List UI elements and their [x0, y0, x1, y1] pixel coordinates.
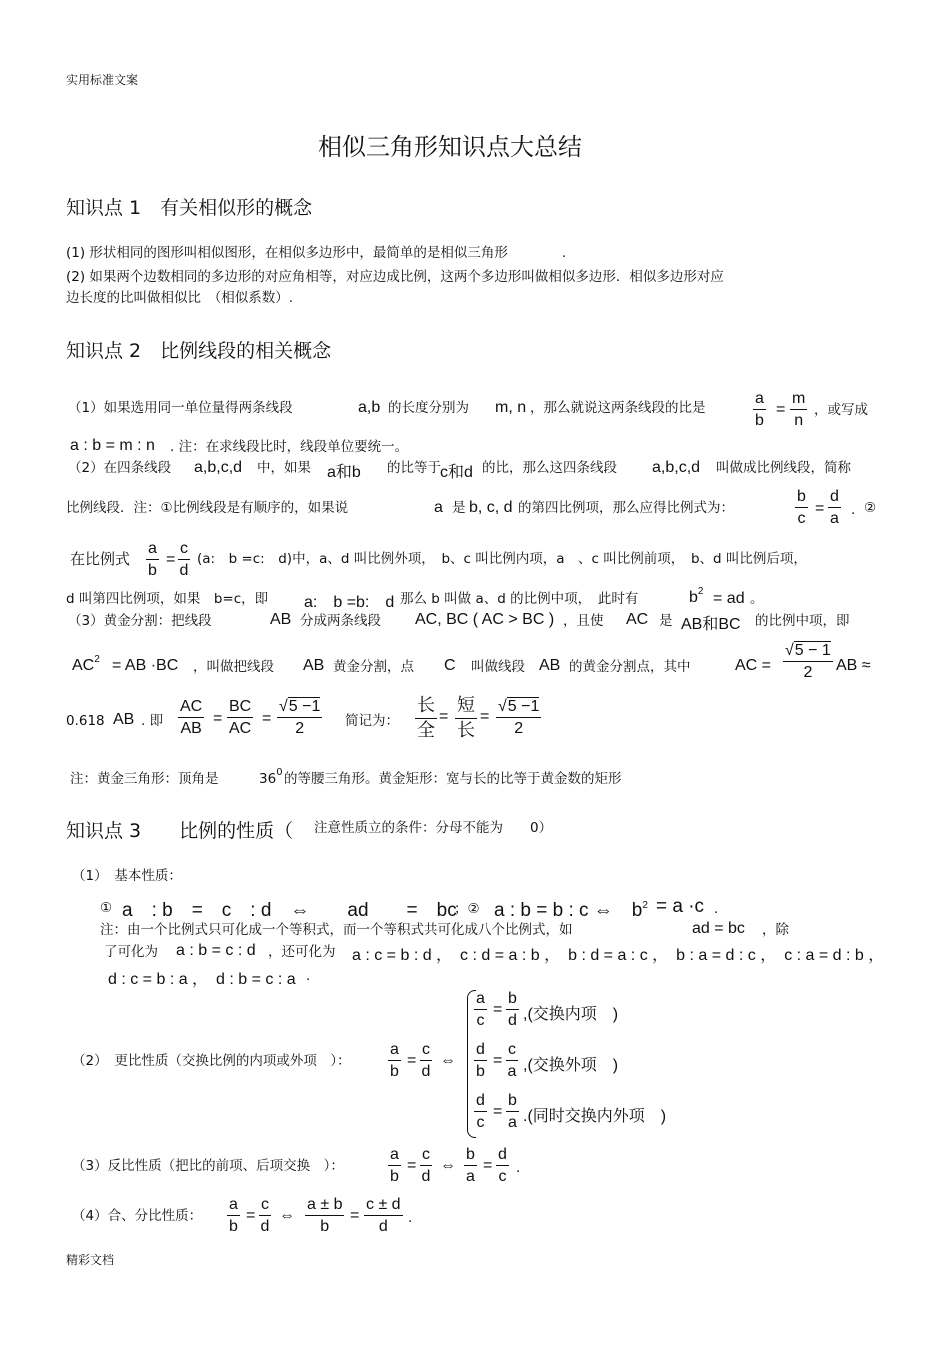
fraction-golden-ratio — [496, 698, 541, 739]
fraction-d-c — [496, 1146, 509, 1187]
s2-text: 是 — [452, 500, 466, 516]
s2-text: 的比等于 — [387, 460, 441, 476]
numerator: a ± b — [305, 1196, 344, 1216]
equals-sign: = — [407, 1157, 417, 1174]
fraction-b-c — [795, 488, 808, 529]
s2-text: . 注：在求线段比时，线段单位要统一。 — [170, 439, 409, 455]
s2-text: . 即 — [141, 713, 164, 729]
s2-text: （3）黄金分割：把线段 — [68, 613, 212, 629]
section-3-heading-note: 注意性质立的条件：分母不能为 0） — [314, 820, 553, 836]
numerator — [277, 698, 322, 718]
numerator: b — [506, 990, 519, 1010]
numerator: d — [496, 1146, 509, 1166]
s2-math: AB — [539, 657, 561, 674]
s2-text: 的长度分别为 — [388, 400, 469, 416]
numerator: c ± d — [364, 1196, 403, 1216]
numerator: b — [464, 1146, 477, 1166]
s2-math: AC — [626, 611, 649, 628]
iff-symbol: ⇔ — [279, 1207, 295, 1224]
s2-math: AC, BC ( AC > BC ) — [415, 611, 555, 628]
equals-sign: = — [815, 500, 825, 517]
s3-text: ，还可化为 — [268, 944, 336, 960]
numerator — [783, 642, 833, 662]
s2-math: c和d — [440, 464, 473, 481]
s3-math: .(同时交换内外项 ) — [523, 1108, 667, 1125]
numerator: c — [259, 1196, 271, 1216]
section-1-heading: 知识点 1 有关相似形的概念 — [66, 197, 313, 219]
fraction-c-a — [506, 1041, 518, 1082]
s2-math — [259, 767, 283, 788]
denominator: c — [797, 510, 806, 528]
fraction-b-a — [464, 1146, 477, 1187]
fraction-a-c — [474, 990, 487, 1031]
s2-text: 比例线段．注：①比例线段是有顺序的，如果说 — [66, 500, 349, 516]
s3-text: . — [306, 968, 311, 984]
radicand: 5 − 1 — [794, 642, 831, 659]
numerator: a — [388, 1146, 401, 1166]
s3-math: a : b = c : d ⇔ ad = bc — [122, 900, 457, 921]
fraction-golden-ratio — [783, 642, 833, 683]
fraction-short-long — [455, 696, 477, 741]
fraction-a-pm-b — [305, 1196, 344, 1237]
exponent: 2 — [697, 586, 704, 597]
sqrt-symbol: √ — [498, 698, 507, 715]
s2-text: 的等腰三角形。黄金矩形：宽与长的比等于黄金数的矩形 — [284, 771, 622, 787]
numerator — [496, 698, 541, 718]
s2-text: 黄金分割，点 — [333, 659, 414, 675]
s2-text: ，或写成 — [814, 402, 868, 418]
s3-text: 注：由一个比例式只可化成一个等积式，而一个等积式共可化成八个比例式，如 — [100, 922, 573, 938]
section-2-heading: 知识点 2 比例线段的相关概念 — [66, 340, 332, 362]
s2-text: 中，如果 — [257, 460, 311, 476]
equals-sign: = — [166, 551, 176, 568]
denominator: 全 — [417, 719, 435, 741]
b-term: a : b = b : c ⇔ b — [494, 900, 643, 921]
fraction-a-b — [146, 540, 159, 581]
iff-symbol: ⇔ — [440, 1157, 456, 1174]
denominator: 2 — [803, 664, 813, 682]
denominator: c — [498, 1168, 507, 1186]
s3-text: （3）反比性质（把比的前项、后项交换 ）： — [72, 1158, 344, 1174]
s2-text: d 叫第四比例项，如果 b=c，即 — [66, 591, 269, 607]
numerator: a — [753, 390, 766, 410]
denominator: 长 — [457, 719, 475, 741]
fraction-a-b — [753, 390, 766, 431]
s2-text: ，那么就说这两条线段的比是 — [530, 400, 706, 416]
s2-text: 注：黄金三角形：顶角是 — [70, 771, 219, 787]
s3-text: . — [516, 1160, 521, 1176]
denominator: a — [508, 1114, 517, 1132]
s3-math: a : b = c : d — [176, 942, 256, 959]
fraction-bc-ac — [227, 698, 253, 739]
radicand: 5 −1 — [288, 698, 321, 715]
denominator: d — [260, 1218, 270, 1236]
degree-mark: 0 — [276, 767, 283, 778]
denominator: b — [390, 1168, 399, 1186]
fraction-golden-ratio — [277, 698, 322, 739]
fraction-a-b — [388, 1146, 401, 1187]
s2-math: AB — [113, 711, 135, 728]
numerator: b — [506, 1092, 519, 1112]
s2-text: 在比例式 — [70, 550, 131, 568]
s2-math: a : b = m : n — [70, 437, 155, 454]
numerator: 短 — [455, 696, 477, 719]
s2-math — [72, 654, 100, 675]
numerator: b — [795, 488, 808, 508]
s2-text: ，叫做把线段 — [193, 659, 274, 675]
denominator: d — [421, 1063, 431, 1081]
numerator: a — [388, 1041, 401, 1061]
denominator: b — [229, 1218, 238, 1236]
radicand: 5 −1 — [507, 698, 540, 715]
ac-term: AC — [72, 657, 95, 674]
fraction-m-n — [790, 390, 807, 431]
s2-math: = ad — [713, 590, 745, 607]
s2-text: ，且使 — [563, 613, 604, 629]
numerator: 长 — [415, 696, 437, 719]
numerator: a — [227, 1196, 240, 1216]
denominator: d — [179, 562, 189, 580]
denominator: b — [390, 1063, 399, 1081]
denominator: a — [830, 510, 839, 528]
s1-line-3: 边长度的比叫做相似比 （相似系数）. — [66, 290, 294, 306]
s3-math: d : c = b : a ， d : b = c : a — [108, 971, 296, 988]
numerator: c — [178, 540, 190, 560]
denominator: d — [421, 1168, 431, 1186]
s2-text: 是 — [659, 613, 673, 629]
numerator: c — [506, 1041, 518, 1061]
s3-text: ，除 — [762, 922, 789, 938]
denominator: b — [755, 412, 764, 430]
fraction-b-d — [506, 990, 519, 1031]
s2-math: m, n — [495, 399, 527, 416]
s2-math: AB和BC — [681, 616, 741, 633]
s2-text: 。 — [750, 591, 764, 607]
s2-math: AB — [303, 657, 325, 674]
denominator: c — [476, 1114, 485, 1132]
numerator: m — [790, 390, 807, 410]
numerator: a — [474, 990, 487, 1010]
s2-text: 分成两条线段 — [300, 613, 381, 629]
s2-text: 的比，那么这四条线段 — [482, 460, 617, 476]
equals-sign: = — [493, 1052, 503, 1069]
section-3-heading: 知识点 3 比例的性质（ — [66, 820, 294, 842]
denominator: b — [320, 1218, 330, 1236]
fraction-c-d — [259, 1196, 271, 1237]
denominator: AC — [229, 720, 252, 738]
fraction-b-a — [506, 1092, 519, 1133]
s2-math: AC = — [735, 657, 772, 674]
fraction-ac-ab — [178, 698, 204, 739]
s2-math: AB — [270, 611, 292, 628]
s3-text: . — [714, 901, 719, 917]
equals-sign: = — [246, 1207, 256, 1224]
s2-text: 0.618 — [66, 713, 105, 729]
s2-text: 的比例中项，即 — [755, 613, 850, 629]
sqrt-symbol: √ — [279, 698, 288, 715]
equals-sign: = — [776, 401, 786, 418]
equals-sign: = — [480, 708, 490, 725]
fraction-c-pm-d — [364, 1196, 403, 1237]
s2-math: a: b =b: d — [304, 594, 395, 611]
page-footer: 精彩文档 — [66, 1253, 115, 1267]
denominator: AB — [180, 720, 202, 738]
denominator: a — [507, 1063, 517, 1081]
s2-text: 叫做成比例线段，简称 — [716, 460, 851, 476]
numerator: c — [420, 1146, 432, 1166]
angle-value: 36 — [259, 771, 277, 787]
s2-math: a — [434, 499, 443, 516]
equals-sign: = — [407, 1052, 417, 1069]
s2-math: a,b — [358, 399, 381, 416]
s2-text: (a: b =c: d)中，a、d 叫比例外项， b、c 叫比例内项，a 、c 叫比例前项， b、d 叫比例后项， — [197, 551, 807, 567]
iff-symbol: ⇔ — [440, 1052, 456, 1069]
denominator: b — [148, 562, 157, 580]
s3-text: （4）合、分比性质： — [72, 1208, 203, 1224]
denominator: 2 — [514, 720, 524, 738]
s2-text: （1）如果选用同一单位量得两条线段 — [68, 400, 293, 416]
s1-line-2: (2) 如果两个边数相同的多边形的对应角相等，对应边成比例，这两个多边形叫做相似多边形．相似多边形对应 — [66, 269, 724, 285]
fraction-long-whole — [415, 696, 437, 741]
s2-math: a和b — [327, 464, 361, 481]
s2-text: （2）在四条线段 — [68, 460, 172, 476]
numerator: d — [474, 1092, 487, 1112]
equals-sign: = — [439, 708, 449, 725]
s3-text: 了可化为 — [104, 944, 158, 960]
denominator: d — [508, 1012, 517, 1030]
s2-math: b, c, d — [469, 499, 513, 516]
fraction-d-b — [474, 1041, 487, 1082]
s3-math: = a ·c — [656, 896, 705, 917]
denominator: c — [476, 1012, 485, 1030]
s2-math: a,b,c,d — [652, 459, 701, 476]
fraction-d-a — [828, 488, 841, 529]
s2-math: a,b,c,d — [194, 459, 243, 476]
s2-math: C — [444, 657, 456, 674]
fraction-d-c — [474, 1092, 487, 1133]
exponent: 2 — [94, 654, 100, 665]
equals-sign: = — [213, 710, 223, 727]
fraction-c-d — [178, 540, 190, 581]
s2-math — [689, 586, 704, 607]
fraction-c-d — [420, 1146, 432, 1187]
numerator: d — [474, 1041, 487, 1061]
fraction-a-b — [388, 1041, 401, 1082]
b-letter: b — [689, 589, 698, 606]
equals-sign: = — [493, 1103, 503, 1120]
denominator: n — [794, 412, 804, 430]
numerator: d — [828, 488, 841, 508]
s3-text: ① — [100, 900, 113, 916]
s2-text: 简记为： — [345, 713, 399, 729]
s3-text: （2） 更比性质（交换比例的内项或外项 ）： — [72, 1053, 351, 1069]
s2-text: . — [851, 502, 856, 518]
sqrt-symbol: √ — [785, 642, 794, 659]
equals-sign: = — [483, 1157, 493, 1174]
s3-math: ,(交换外项 ) — [523, 1057, 619, 1074]
denominator: 2 — [295, 720, 305, 738]
s3-math: ad = bc — [692, 920, 745, 937]
equals-sign: = — [493, 1001, 503, 1018]
numerator: AC — [178, 698, 204, 718]
equals-sign: = — [350, 1207, 360, 1224]
s2-text: ② — [864, 500, 877, 516]
denominator: a — [466, 1168, 475, 1186]
fraction-a-b — [227, 1196, 240, 1237]
s2-text: 的黄金分割点，其中 — [569, 659, 691, 675]
s2-text: 的第四比例项，那么应得比例式为： — [518, 500, 734, 516]
denominator: d — [378, 1218, 388, 1236]
page-header: 实用标准文案 — [66, 73, 139, 87]
s3-text: . — [408, 1210, 413, 1226]
page-title: 相似三角形知识点大总结 — [318, 133, 582, 161]
numerator: a — [146, 540, 159, 560]
s3-math: a : c = b : d ， c : d = a : b ， b : d = a : c ， b : a = d : c ， c : a = d : b ， — [352, 947, 885, 964]
s2-math: = AB ·BC — [112, 657, 179, 674]
s2-text: 那么 b 叫做 a、d 的比例中项， 此时有 — [400, 591, 639, 607]
s3-math: ,(交换内项 ) — [523, 1006, 619, 1023]
s3-text: （1） 基本性质： — [72, 868, 182, 884]
fraction-c-d — [420, 1041, 432, 1082]
exponent: 2 — [642, 900, 648, 911]
s3-text: ；② — [454, 901, 480, 917]
s3-math — [494, 895, 648, 922]
numerator: c — [420, 1041, 432, 1061]
s2-text: 叫做线段 — [471, 659, 525, 675]
numerator: BC — [227, 698, 253, 718]
denominator: b — [476, 1063, 485, 1081]
s1-line-1: (1) 形状相同的图形叫相似图形，在相似多边形中，最简单的是相似三角形 . — [66, 245, 567, 261]
equals-sign: = — [262, 710, 272, 727]
s2-math: AB ≈ — [836, 657, 871, 674]
